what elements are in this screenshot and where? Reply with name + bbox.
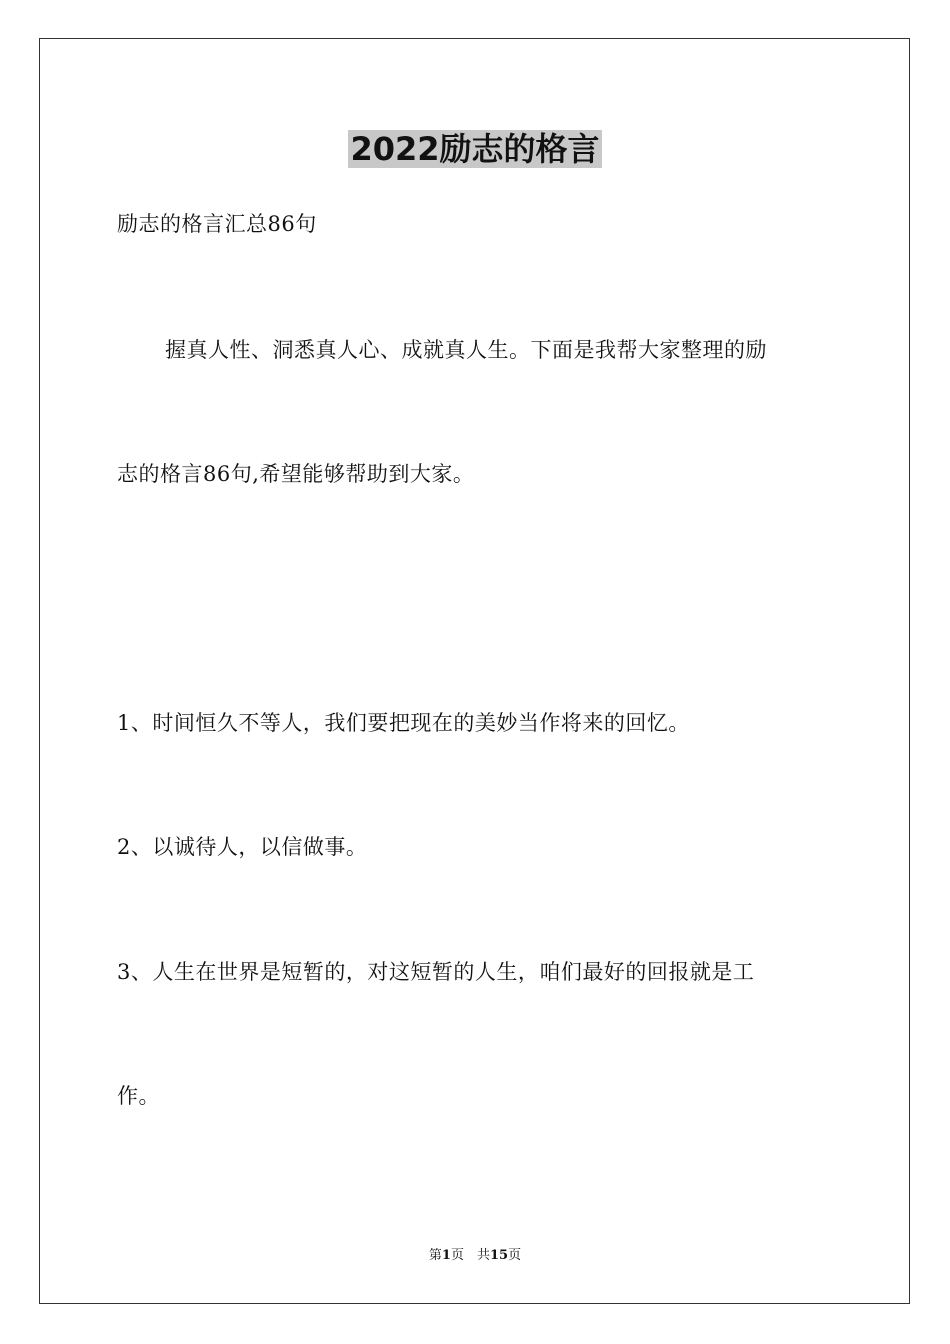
footer-suffix: 页 xyxy=(508,1248,522,1263)
document-title-text: 2022励志的格言 xyxy=(350,130,600,168)
intro-paragraph-line-2: 志的格言86句,希望能够帮助到大家。 xyxy=(117,462,475,486)
quote-item-3-line-2: 作。 xyxy=(117,1084,160,1108)
document-subtitle: 励志的格言汇总86句 xyxy=(117,212,317,236)
footer-current-page: 1 xyxy=(441,1248,451,1263)
page-number-footer xyxy=(0,1246,950,1266)
footer-prefix: 第 xyxy=(428,1248,442,1263)
quote-item-3-line-1: 3、人生在世界是短暂的，对这短暂的人生，咱们最好的回报就是工 xyxy=(117,960,755,984)
footer-total-pages: 15 xyxy=(489,1248,509,1263)
intro-paragraph-line-1: 握真人性、洞悉真人心、成就真人生。下面是我帮大家整理的励 xyxy=(165,338,767,362)
quote-item-1: 1、时间恒久不等人，我们要把现在的美妙当作将来的回忆。 xyxy=(117,711,690,735)
quote-item-2: 2、以诚待人，以信做事。 xyxy=(117,835,368,859)
document-title xyxy=(0,127,950,171)
footer-middle: 页 共 xyxy=(450,1248,490,1263)
